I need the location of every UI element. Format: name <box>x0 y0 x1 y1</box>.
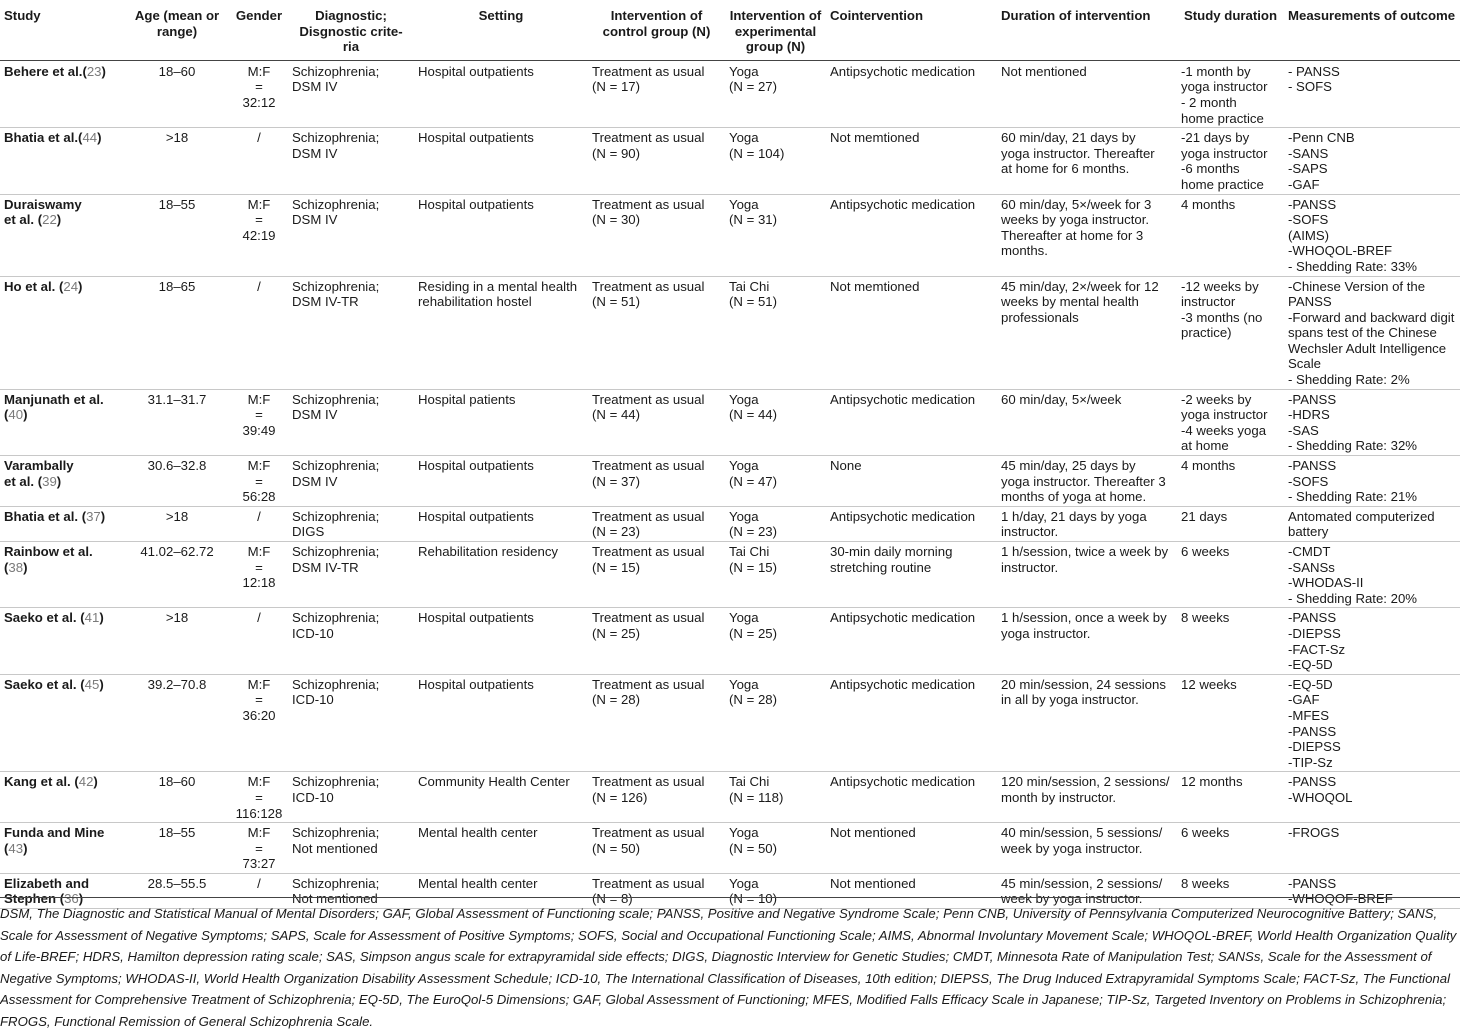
cell-duration: 60 min/day, 21 days by yoga instructor. Thereafter at home for 6 months. <box>997 128 1177 194</box>
cell-age: 41.02–62.72 <box>124 542 230 608</box>
cell-gender: M:F = 116:128 <box>230 772 288 823</box>
cell-study <box>0 542 124 608</box>
cell-control: Treatment as usual (N = 37) <box>588 456 725 507</box>
cell-duration: Not mentioned <box>997 60 1177 127</box>
cell-gender: M:F = 12:18 <box>230 542 288 608</box>
study-name: Saeko et al. <box>4 610 77 626</box>
cell-diagnostic: Schizophrenia; ICD-10 <box>288 674 414 772</box>
cell-control: Treatment as usual (N = 15) <box>588 542 725 608</box>
cell-cointervention: Antipsychotic medication <box>826 194 997 276</box>
cell-setting: Hospital outpatients <box>414 506 588 541</box>
cell-setting: Mental health center <box>414 873 588 908</box>
cell-cointervention: Antipsychotic medication <box>826 674 997 772</box>
cell-gender: M:F = 42:19 <box>230 194 288 276</box>
study-ref-open: ( <box>34 212 43 228</box>
cell-setting: Mental health center <box>414 823 588 874</box>
cell-duration: 60 min/day, 5×/week for 3 weeks by yoga instructor. Thereafter at home for 3 months. <box>997 194 1177 276</box>
cell-experimental: Yoga (N = 50) <box>725 823 826 874</box>
cell-control: Treatment as usual (N = 23) <box>588 506 725 541</box>
cell-cointervention: Not memtioned <box>826 276 997 389</box>
header-study: Study <box>0 0 124 60</box>
header-study-duration: Study duration <box>1177 0 1284 60</box>
header-cointervention: Cointervention <box>826 0 997 60</box>
cell-cointervention: Antipsychotic medication <box>826 772 997 823</box>
study-ref-close: ) <box>23 407 28 423</box>
study-ref-open: ( <box>56 891 65 907</box>
study-ref-close: ) <box>101 63 106 79</box>
cell-setting: Hospital outpatients <box>414 608 588 674</box>
cell-study-duration: 21 days <box>1177 506 1284 541</box>
cell-experimental: Yoga (N = 44) <box>725 389 826 455</box>
cell-study <box>0 194 124 276</box>
cell-outcome: -PANSS -WHOQOL <box>1284 772 1460 823</box>
cell-outcome: -Chinese Version of the PANSS -Forward and backward digit spans test of the Chinese Wechsler Adult Intelligence Scale - Shedding Rate: 2% <box>1284 276 1460 389</box>
cell-experimental: Yoga (N = 28) <box>725 674 826 772</box>
study-ref-open: ( <box>4 407 9 423</box>
study-name: Funda and Mine <box>4 825 105 841</box>
table-row <box>0 823 1460 874</box>
cell-outcome: -PANSS -SOFS (AIMS) -WHOQOL-BREF - Shedding Rate: 33% <box>1284 194 1460 276</box>
cell-gender: M:F = 32:12 <box>230 60 288 127</box>
cell-control: Treatment as usual (N = 44) <box>588 389 725 455</box>
study-ref-open: ( <box>78 508 87 524</box>
cell-control: Treatment as usual (N = 28) <box>588 674 725 772</box>
study-ref-open: ( <box>76 610 85 626</box>
study-ref-open: ( <box>70 774 79 790</box>
cell-study-duration: -2 weeks by yoga instructor -4 weeks yoga at home <box>1177 389 1284 455</box>
cell-control: Treatment as usual (N = 30) <box>588 194 725 276</box>
cell-diagnostic: Schizophrenia; DSM IV <box>288 194 414 276</box>
study-ref-number[interactable]: 38 <box>8 559 24 575</box>
cell-age: >18 <box>124 608 230 674</box>
cell-control: Treatment as usual (N = 25) <box>588 608 725 674</box>
study-ref-open: ( <box>4 840 9 856</box>
cell-setting: Hospital outpatients <box>414 60 588 127</box>
study-name: Kang et al. <box>4 774 71 790</box>
cell-study-duration: 6 weeks <box>1177 823 1284 874</box>
cell-gender: / <box>230 276 288 389</box>
cell-study <box>0 389 124 455</box>
cell-study-duration: -12 weeks by instructor -3 months (no practice) <box>1177 276 1284 389</box>
table-body <box>0 60 1460 908</box>
cell-experimental: Yoga (N = 23) <box>725 506 826 541</box>
cell-gender: M:F = 39:49 <box>230 389 288 455</box>
study-ref-close: ) <box>99 610 104 626</box>
study-ref-close: ) <box>78 278 83 294</box>
study-ref-open: ( <box>82 63 87 79</box>
header-outcome: Measurements of outcome <box>1284 0 1460 60</box>
cell-duration: 1 h/session, twice a week by instructor. <box>997 542 1177 608</box>
cell-setting: Hospital outpatients <box>414 456 588 507</box>
cell-duration: 45 min/session, 2 sessions/ week by yoga instructor. <box>997 873 1177 908</box>
cell-study <box>0 456 124 507</box>
cell-gender: / <box>230 608 288 674</box>
study-name: Bhatia et al. <box>4 130 79 146</box>
cell-duration: 1 h/session, once a week by yoga instructor. <box>997 608 1177 674</box>
study-ref-close: ) <box>23 840 28 856</box>
cell-cointervention: Antipsychotic medication <box>826 60 997 127</box>
cell-outcome: -Penn CNB -SANS -SAPS -GAF <box>1284 128 1460 194</box>
cell-outcome: -PANSS -SOFS - Shedding Rate: 21% <box>1284 456 1460 507</box>
cell-outcome: Antomated computerized battery <box>1284 506 1460 541</box>
cell-study-duration: 12 weeks <box>1177 674 1284 772</box>
cell-study-duration: 12 months <box>1177 772 1284 823</box>
table-footnote: DSM, The Diagnostic and Statistical Manual of Mental Disorders; GAF, Global Assessment of Functioning scale; PANSS, Positive and Negative Syndrome Scale; Penn CNB, University of Pennsylvania Computerized Neurocognitive Battery; SANS, Scale for Assessment of Negative Symptoms; SAPS, Scale for Assessment of Positive Symptoms; SOFS, Social and Occupational Functioning Scale; AIMS, Abnormal Involuntary Movement Scale; WHOQOL-BREF, World Health Organization Quality of Life-BREF; HDRS, Hamilton depression rating scale; SAS, Simpson angus scale for extrapyramidal side effects; DIGS, Diagnostic Interview for Genetic Studies; CMDT, Minnesota Rate of Manipulation Test; SANSs, Scale for the Assessment of Negative Symptoms; WHODAS-II, World Health Organization Disability Assessment Schedule; ICD-10, The International Classification of Diseases, 10th edition; DIEPSS, The Drug Induced Extrapyramidal Symptoms Scale; FACT-Sz, The Functional Assessment for Comprehensive Treatment of Schizophrenia; EQ-5D, The EuroQol-5 Dimensions; GAF, Global Assessment of Functioning; MFES, Modified Falls Efficacy Scale in Japanese; TIP-Sz, Targeted Inventory on Problems in Schizophrenia; FROGS, Functional Remission of General Schizophrenia Scale. <box>0 906 1457 1029</box>
cell-cointervention: Not mentioned <box>826 873 997 908</box>
cell-study <box>0 128 124 194</box>
study-ref-open: ( <box>76 676 85 692</box>
cell-control: Treatment as usual (N = 8) <box>588 873 725 908</box>
cell-setting: Hospital outpatients <box>414 674 588 772</box>
cell-experimental: Tai Chi (N = 15) <box>725 542 826 608</box>
study-name: Duraiswamy et al. <box>4 196 82 228</box>
cell-study-duration: 6 weeks <box>1177 542 1284 608</box>
cell-study <box>0 772 124 823</box>
cell-experimental: Tai Chi (N = 118) <box>725 772 826 823</box>
cell-experimental: Yoga (N = 25) <box>725 608 826 674</box>
cell-duration: 120 min/session, 2 sessions/ month by instructor. <box>997 772 1177 823</box>
cell-cointervention: Antipsychotic medication <box>826 608 997 674</box>
study-ref-open: ( <box>34 473 43 489</box>
study-ref-close: ) <box>56 212 62 228</box>
study-name: Varambally et al. <box>4 458 74 489</box>
study-ref-open: ( <box>78 130 83 146</box>
study-ref-number[interactable]: 41 <box>84 610 100 626</box>
cell-study-duration: 4 months <box>1177 456 1284 507</box>
cell-outcome: -EQ-5D -GAF -MFES -PANSS -DIEPSS -TIP-Sz <box>1284 674 1460 772</box>
cell-gender: / <box>230 506 288 541</box>
cell-diagnostic: Schizophrenia; Not mentioned <box>288 823 414 874</box>
cell-diagnostic: Schizophrenia; Not mentioned <box>288 873 414 908</box>
cell-study-duration: 4 months <box>1177 194 1284 276</box>
cell-age: >18 <box>124 506 230 541</box>
study-ref-number[interactable]: 24 <box>63 278 79 294</box>
cell-setting: Residing in a mental health rehabilitation hostel <box>414 276 588 389</box>
cell-control: Treatment as usual (N = 90) <box>588 128 725 194</box>
study-name: Manjunath et al. <box>4 391 104 407</box>
cell-setting: Hospital outpatients <box>414 194 588 276</box>
cell-control: Treatment as usual (N = 50) <box>588 823 725 874</box>
cell-study-duration: -21 days by yoga instructor -6 months home practice <box>1177 128 1284 194</box>
study-ref-close: ) <box>78 891 84 907</box>
cell-study <box>0 674 124 772</box>
cell-cointervention: Not mentioned <box>826 823 997 874</box>
cell-study-duration: -1 month by yoga instructor - 2 month home practice <box>1177 60 1284 127</box>
cell-age: 18–65 <box>124 276 230 389</box>
cell-diagnostic: Schizophrenia; ICD-10 <box>288 772 414 823</box>
study-ref-close: ) <box>56 473 62 489</box>
table-row <box>0 674 1460 772</box>
study-ref-number[interactable]: 23 <box>86 63 102 79</box>
header-row <box>0 0 1460 60</box>
study-ref-number[interactable]: 42 <box>78 774 94 790</box>
cell-age: 18–55 <box>124 194 230 276</box>
cell-experimental: Yoga (N = 10) <box>725 873 826 908</box>
study-ref-close: ) <box>93 774 98 790</box>
table-row <box>0 608 1460 674</box>
header-gender: Gender <box>230 0 288 60</box>
study-ref-number[interactable]: 36 <box>64 891 79 907</box>
table-row <box>0 389 1460 455</box>
cell-duration: 60 min/day, 5×/week <box>997 389 1177 455</box>
study-ref-open: ( <box>55 278 64 294</box>
study-ref-number[interactable]: 43 <box>8 840 24 856</box>
cell-duration: 45 min/day, 25 days by yoga instructor. Thereafter 3 months of yoga at home. <box>997 456 1177 507</box>
header-diagnostic: Diagnostic; Disgnostic crite-ria <box>288 0 414 60</box>
header-duration: Duration of intervention <box>997 0 1177 60</box>
table-row <box>0 128 1460 194</box>
cell-gender: M:F = 36:20 <box>230 674 288 772</box>
table-row <box>0 194 1460 276</box>
study-ref-number[interactable]: 39 <box>42 473 57 489</box>
cell-study <box>0 506 124 541</box>
study-ref-close: ) <box>23 559 28 575</box>
cell-study <box>0 608 124 674</box>
study-ref-close: ) <box>99 676 104 692</box>
study-ref-number[interactable]: 40 <box>8 407 24 423</box>
study-ref-close: ) <box>97 130 102 146</box>
table-row <box>0 772 1460 823</box>
header-experimental: Intervention of experimental group (N) <box>725 0 826 60</box>
cell-study <box>0 276 124 389</box>
cell-cointervention: Antipsychotic medication <box>826 389 997 455</box>
cell-outcome: -PANSS -WHOQOF-BREF <box>1284 873 1460 908</box>
cell-diagnostic: Schizophrenia; DSM IV <box>288 60 414 127</box>
cell-study <box>0 60 124 127</box>
study-ref-close: ) <box>100 508 106 524</box>
cell-study <box>0 823 124 874</box>
table-row <box>0 506 1460 541</box>
table-row <box>0 60 1460 127</box>
cell-diagnostic: Schizophrenia; DSM IV <box>288 128 414 194</box>
study-name: Bhatia et al. <box>4 508 79 524</box>
table-row <box>0 276 1460 389</box>
study-ref-number[interactable]: 44 <box>82 130 98 146</box>
cell-duration: 45 min/day, 2×/week for 12 weeks by mental health professionals <box>997 276 1177 389</box>
cell-outcome: -CMDT -SANSs -WHODAS-II - Shedding Rate: 20% <box>1284 542 1460 608</box>
study-ref-number[interactable]: 22 <box>42 212 57 228</box>
header-age: Age (mean or range) <box>124 0 230 60</box>
cell-experimental: Yoga (N = 31) <box>725 194 826 276</box>
cell-diagnostic: Schizophrenia; ICD-10 <box>288 608 414 674</box>
cell-cointervention: 30-min daily morning stretching routine <box>826 542 997 608</box>
cell-experimental: Yoga (N = 27) <box>725 60 826 127</box>
cell-cointervention: None <box>826 456 997 507</box>
cell-age: 31.1–31.7 <box>124 389 230 455</box>
cell-duration: 20 min/session, 24 sessions in all by yoga instructor. <box>997 674 1177 772</box>
study-ref-number[interactable]: 37 <box>86 508 101 524</box>
cell-gender: M:F = 73:27 <box>230 823 288 874</box>
cell-gender: M:F = 56:28 <box>230 456 288 507</box>
cell-gender: / <box>230 128 288 194</box>
cell-outcome: -PANSS -HDRS -SAS - Shedding Rate: 32% <box>1284 389 1460 455</box>
cell-setting: Hospital patients <box>414 389 588 455</box>
cell-cointervention: Antipsychotic medication <box>826 506 997 541</box>
cell-diagnostic: Schizophrenia; DSM IV <box>288 389 414 455</box>
cell-age: 18–55 <box>124 823 230 874</box>
study-name: Ho et al. <box>4 278 56 294</box>
header-setting: Setting <box>414 0 588 60</box>
study-name: Saeko et al. <box>4 676 77 692</box>
footnote-divider <box>0 897 1460 898</box>
cell-outcome: -PANSS -DIEPSS -FACT-Sz -EQ-5D <box>1284 608 1460 674</box>
cell-outcome: - PANSS - SOFS <box>1284 60 1460 127</box>
cell-cointervention: Not memtioned <box>826 128 997 194</box>
cell-age: >18 <box>124 128 230 194</box>
study-ref-open: ( <box>4 559 9 575</box>
cell-setting: Community Health Center <box>414 772 588 823</box>
study-name: Rainbow et al. <box>4 544 93 559</box>
cell-setting: Rehabilitation residency <box>414 542 588 608</box>
cell-duration: 40 min/session, 5 sessions/ week by yoga instructor. <box>997 823 1177 874</box>
table-row <box>0 456 1460 507</box>
cell-age: 30.6–32.8 <box>124 456 230 507</box>
cell-age: 18–60 <box>124 60 230 127</box>
cell-experimental: Yoga (N = 104) <box>725 128 826 194</box>
cell-diagnostic: Schizophrenia; DSM IV-TR <box>288 276 414 389</box>
cell-diagnostic: Schizophrenia; DSM IV-TR <box>288 542 414 608</box>
cell-diagnostic: Schizophrenia; DSM IV <box>288 456 414 507</box>
cell-diagnostic: Schizophrenia; DIGS <box>288 506 414 541</box>
cell-outcome: -FROGS <box>1284 823 1460 874</box>
cell-gender: / <box>230 873 288 908</box>
cell-study-duration: 8 weeks <box>1177 608 1284 674</box>
cell-setting: Hospital outpatients <box>414 128 588 194</box>
study-ref-number[interactable]: 45 <box>84 676 100 692</box>
cell-control: Treatment as usual (N = 51) <box>588 276 725 389</box>
cell-control: Treatment as usual (N = 17) <box>588 60 725 127</box>
cell-experimental: Yoga (N = 47) <box>725 456 826 507</box>
cell-control: Treatment as usual (N = 126) <box>588 772 725 823</box>
header-control: Intervention of control group (N) <box>588 0 725 60</box>
study-name: Elizabeth and Stephen <box>4 875 89 907</box>
cell-duration: 1 h/day, 21 days by yoga instructor. <box>997 506 1177 541</box>
cell-study-duration: 8 weeks <box>1177 873 1284 908</box>
cell-age: 18–60 <box>124 772 230 823</box>
table-header <box>0 0 1460 60</box>
cell-age: 39.2–70.8 <box>124 674 230 772</box>
table-row <box>0 542 1460 608</box>
study-name: Behere et al. <box>4 63 83 79</box>
cell-age: 28.5–55.5 <box>124 873 230 908</box>
cell-experimental: Tai Chi (N = 51) <box>725 276 826 389</box>
